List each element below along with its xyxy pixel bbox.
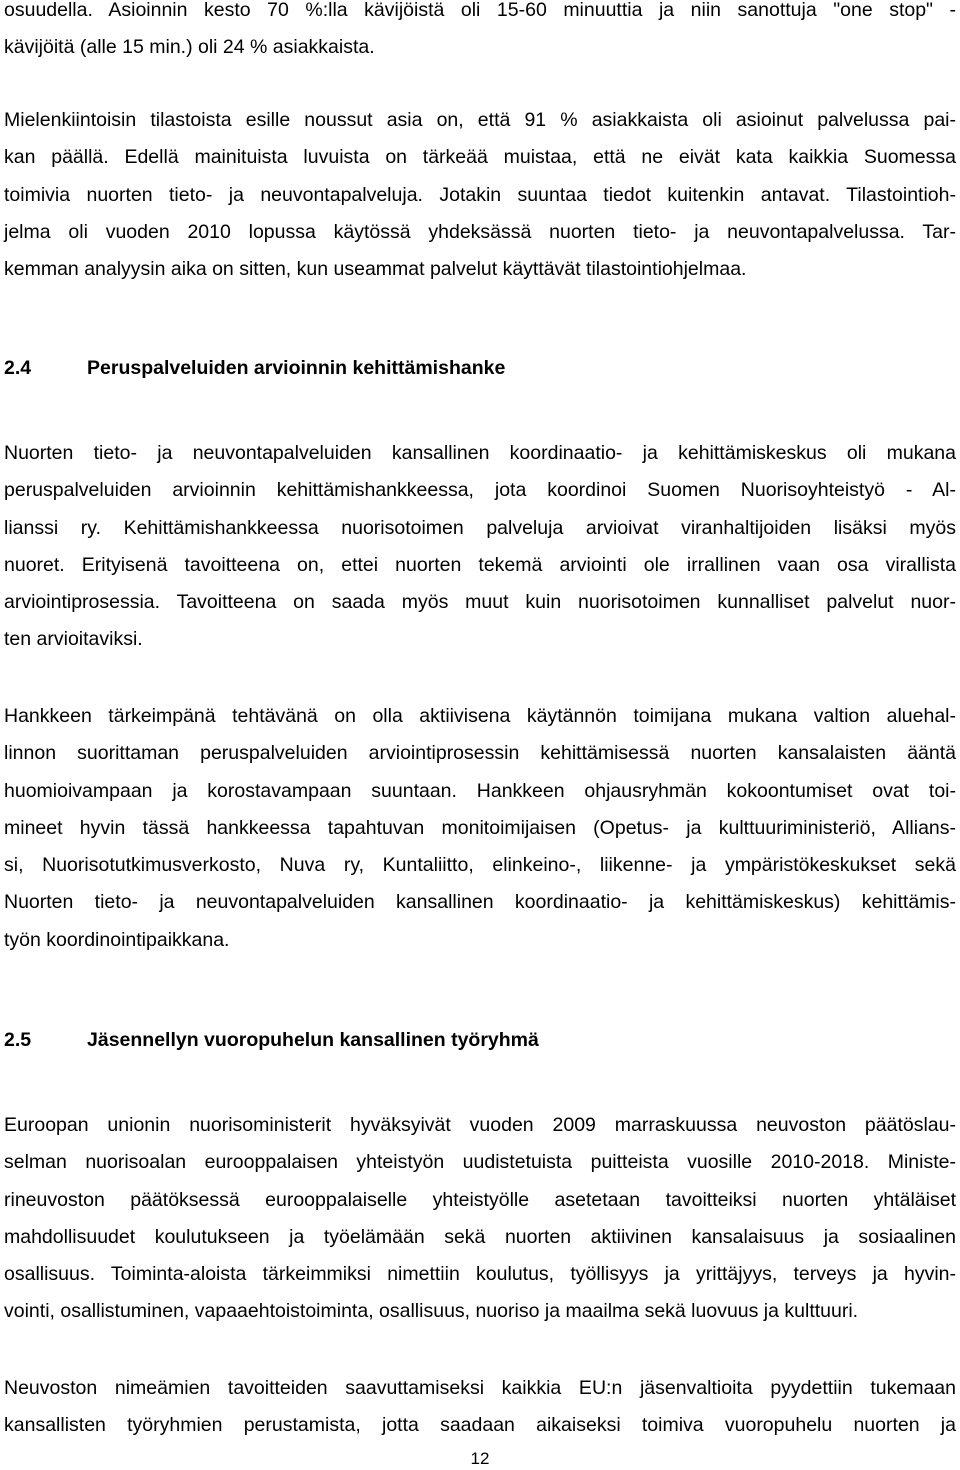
text-line: nuoret. Erityisenä tavoitteena on, ettei nuorten tekemä arviointi ole irrallinen vaan osa virallista: [4, 553, 956, 576]
text-line: linnon suorittaman peruspalveluiden arviointiprosessin kehittämisessä nuorten kansalaisten ääntä: [4, 742, 956, 765]
section-heading-2-4: [4, 350, 505, 387]
text-line: rineuvoston päätöksessä eurooppalaiselle yhteistyölle asetetaan tavoitteiksi nuorten yhtäläiset: [4, 1188, 956, 1211]
text-line: arviointiprosessia. Tavoitteena on saada myös muut kuin nuorisotoimen kunnalliset palvelut nuor-: [4, 591, 956, 614]
text-line: kan päällä. Edellä mainituista luvuista on tärkeää muistaa, että ne eivät kata kaikkia Suomessa: [4, 146, 956, 169]
section-title: Jäsennellyn vuoropuhelun kansallinen työryhmä: [87, 1029, 539, 1051]
paragraph-visit-duration: [4, 0, 956, 67]
text-line: Nuorten tieto- ja neuvontapalveluiden kansallinen koordinaatio- ja kehittämiskeskus) kehittämis-: [4, 891, 956, 914]
text-line: lianssi ry. Kehittämishankkeessa nuorisotoimen palveluja arvioivat viranhaltijoiden lisäksi myös: [4, 516, 956, 539]
section-heading-2-5: [4, 1022, 539, 1059]
text-line: Mielenkiintoisin tilastoista esille noussut asia on, että 91 % asiakkaista oli asioinut palvelussa pai-: [4, 109, 956, 131]
paragraph-statistics: [4, 102, 956, 288]
text-line: Euroopan unionin nuorisoministerit hyväksyivät vuoden 2009 marraskuussa neuvoston päätöslau-: [4, 1114, 956, 1136]
section-number: 2.4: [4, 357, 32, 379]
paragraph-eu-ministers: [4, 1107, 956, 1331]
text-line: huomioivampaan ja korostavampaan suuntaan. Hankkeen ohjausryhmän kokoontumiset ovat toi-: [4, 779, 956, 802]
section-number: 2.5: [4, 1029, 32, 1051]
paragraph-project-task: [4, 698, 956, 959]
paragraph-council-goals: [4, 1370, 956, 1445]
text-line: mineet hyvin tässä hankkeessa tapahtuvan monitoimijaisen (Opetus- ja kulttuuriministeriö, Allians-: [4, 816, 956, 839]
text-line: ten arvioitaviksi.: [4, 628, 143, 651]
text-line: toimivia nuorten tieto- ja neuvontapalveluja. Jotakin suuntaa tiedot kuitenkin antavat. Tilastointioh-: [4, 183, 956, 206]
text-line: kansallisten työryhmien perustamista, jotta saadaan aikaiseksi toimiva vuoropuhelu nuorten ja: [4, 1414, 956, 1437]
text-line: si, Nuorisotutkimusverkosto, Nuva ry, Kuntaliitto, elinkeino-, liikenne- ja ympäristökeskukset sekä: [4, 854, 956, 877]
text-line: selman nuorisoalan eurooppalaisen yhteistyön uudistetuista puitteista vuosille 2010-2018. Ministe-: [4, 1151, 956, 1174]
text-line: osuudella. Asioinnin kesto 70 %:lla kävijöistä oli 15-60 minuuttia ja niin sanottuja "one stop" -: [4, 0, 956, 21]
paragraph-evaluation-project: [4, 435, 956, 659]
page-number: 12: [470, 1449, 490, 1468]
text-line: Neuvoston nimeämien tavoitteiden saavuttamiseksi kaikkia EU:n jäsenvaltioita pyydettiin tukemaan: [4, 1377, 956, 1399]
text-line: vointi, osallistuminen, vapaaehtoistoiminta, osallisuus, nuoriso ja maailma sekä luovuus ja kulttuuri.: [4, 1300, 859, 1323]
text-line: osallisuus. Toiminta-aloista tärkeimmiksi nimettiin koulutus, työllisyys ja yrittäjyys, terveys ja hyvin-: [4, 1263, 956, 1286]
section-title: Peruspalveluiden arvioinnin kehittämishanke: [87, 357, 506, 379]
text-line: jelma oli vuoden 2010 lopussa käytössä yhdeksässä nuorten tieto- ja neuvontapalvelussa. Tar-: [4, 220, 956, 243]
text-line: Hankkeen tärkeimpänä tehtävänä on olla aktiivisena käytännön toimijana mukana valtion aluehal-: [4, 705, 956, 727]
text-line: peruspalveluiden arvioinnin kehittämishankkeessa, jota koordinoi Suomen Nuorisoyhteistyö - Al-: [4, 479, 956, 502]
text-line: kemman analyysin aika on sitten, kun useammat palvelut käyttävät tilastointiohjelmaa.: [4, 258, 747, 281]
text-line: kävijöitä (alle 15 min.) oli 24 % asiakkaista.: [4, 36, 375, 59]
text-line: Nuorten tieto- ja neuvontapalveluiden kansallinen koordinaatio- ja kehittämiskeskus oli mukana: [4, 442, 956, 464]
text-line: työn koordinointipaikkana.: [4, 928, 230, 951]
text-line: mahdollisuudet koulutukseen ja työelämään sekä nuorten aktiivinen kansalaisuus ja sosiaalinen: [4, 1225, 956, 1248]
